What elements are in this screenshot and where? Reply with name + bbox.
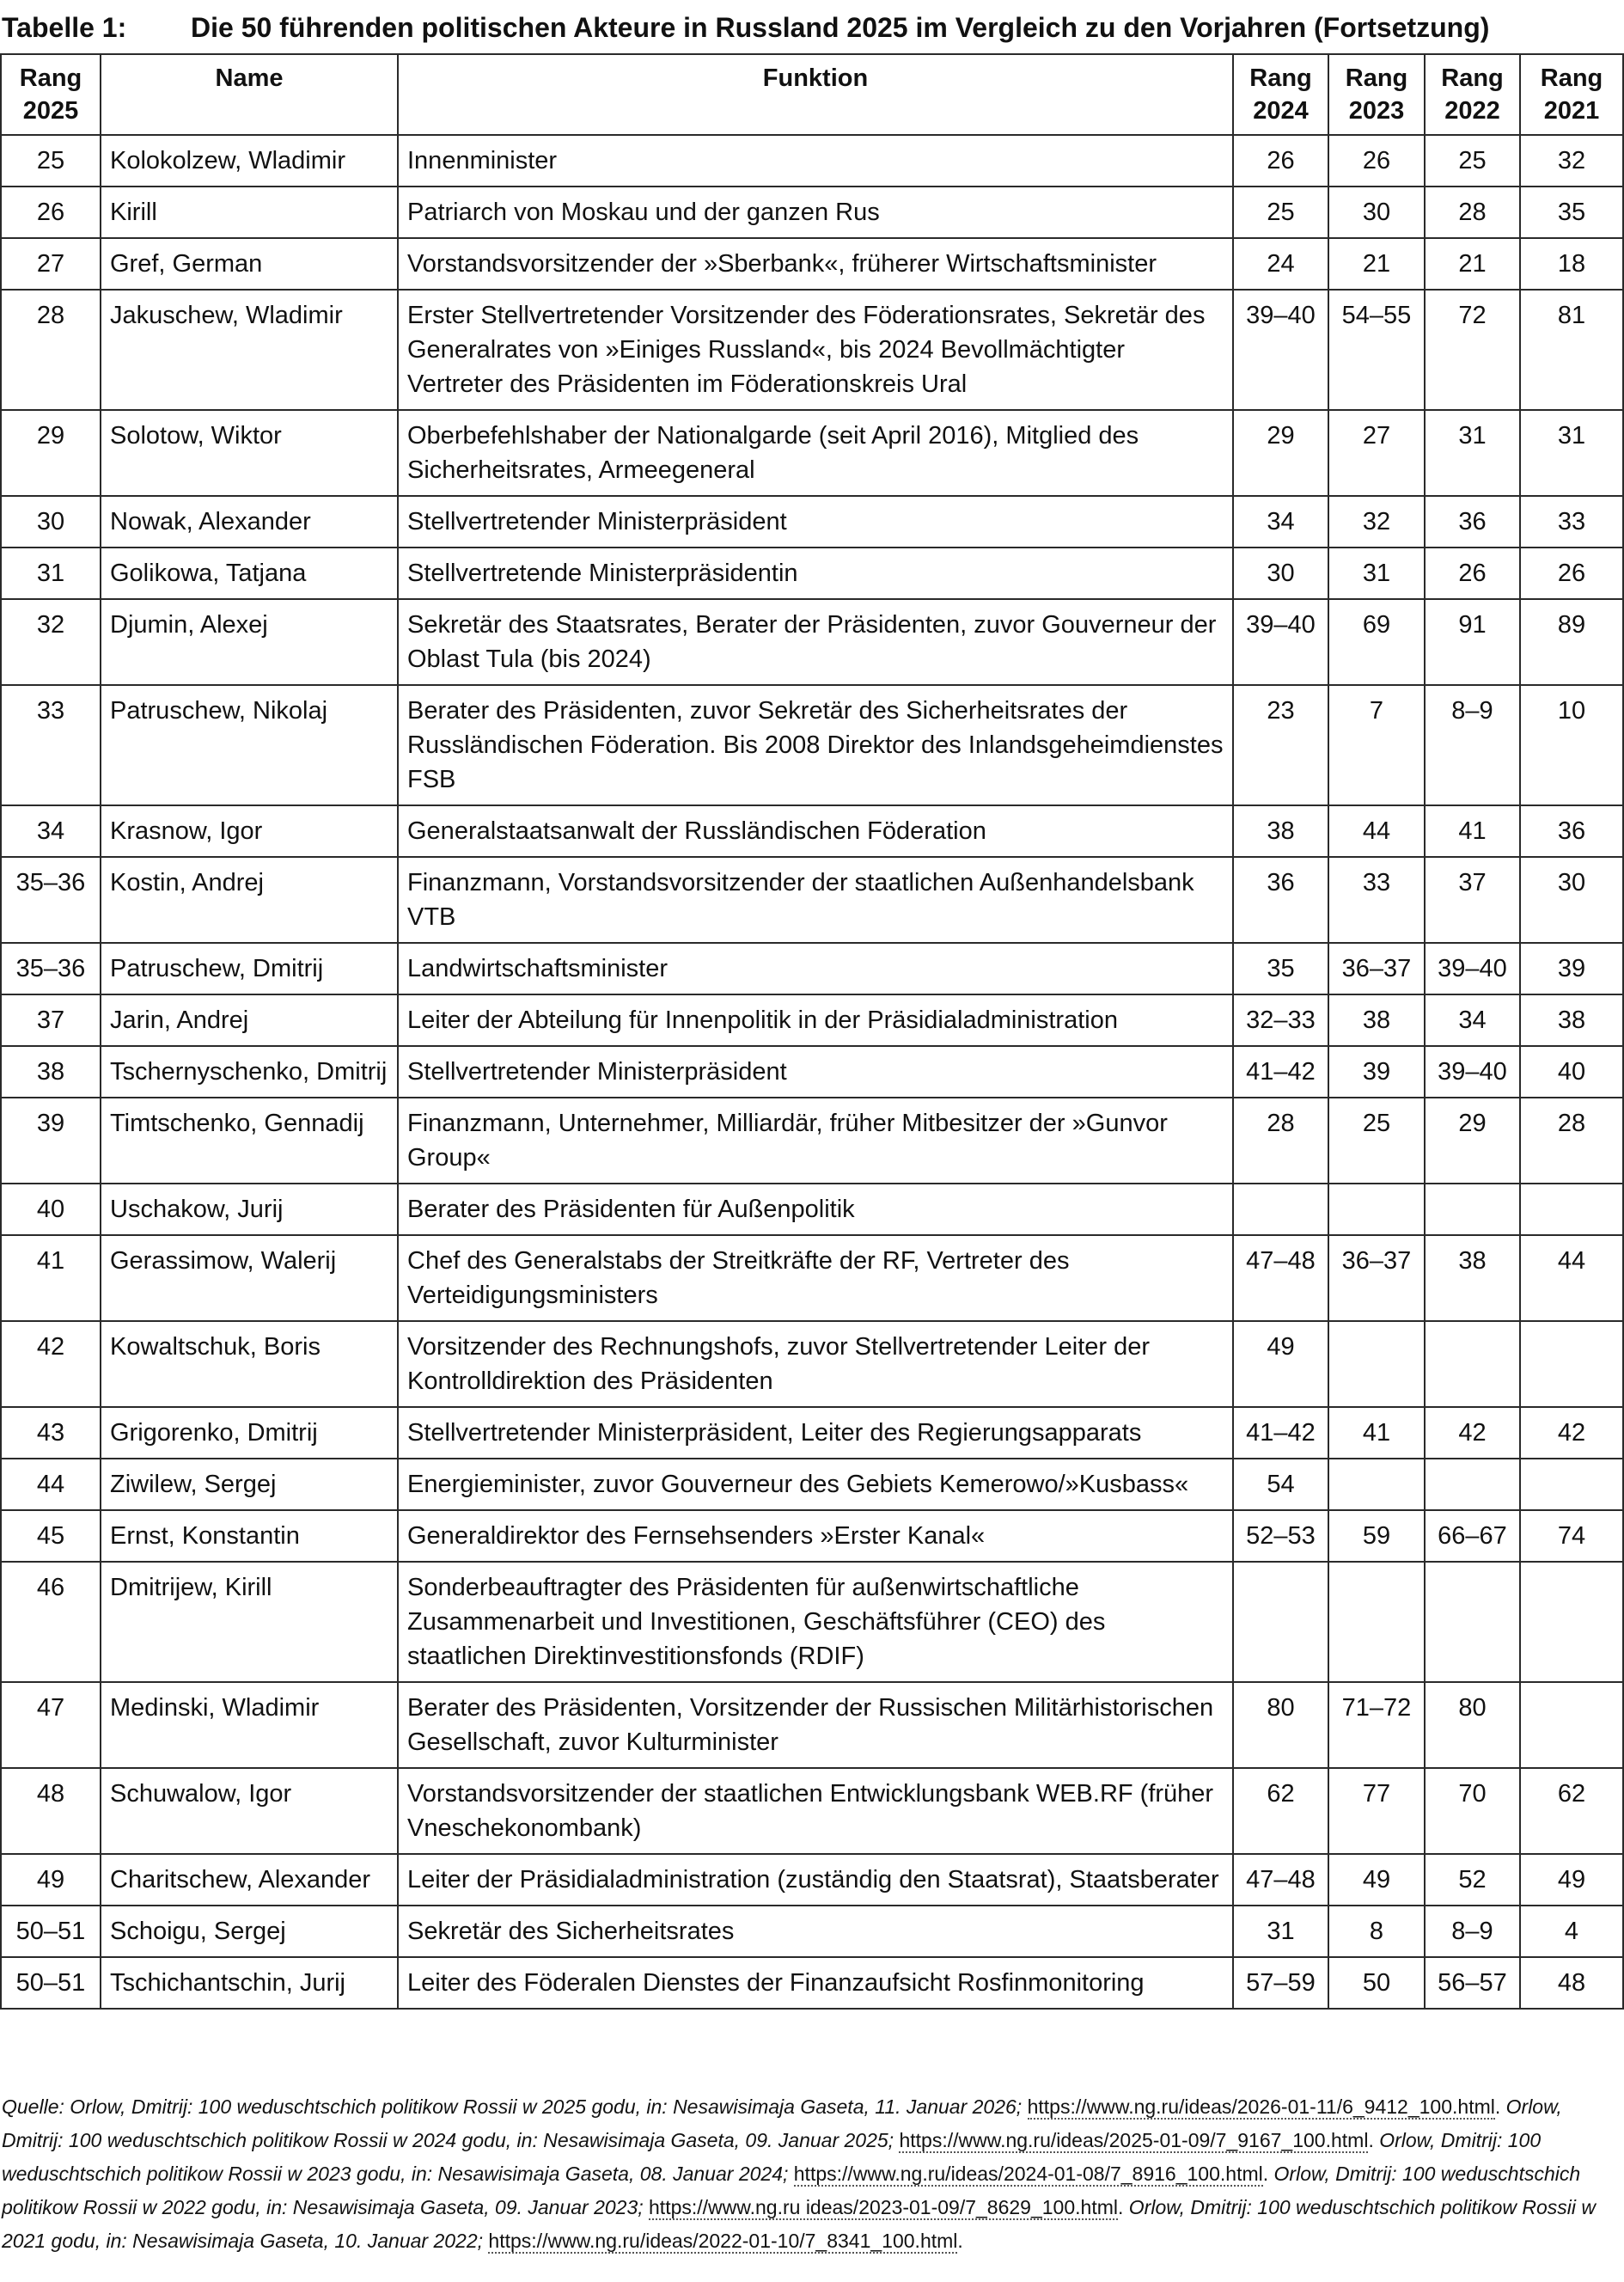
cell-name: Solotow, Wiktor <box>101 410 398 496</box>
cell-rank-2022: 39–40 <box>1425 943 1520 994</box>
cell-name: Kolokolzew, Wladimir <box>101 135 398 187</box>
table-row <box>1 496 1623 548</box>
cell-rank-2024: 49 <box>1233 1321 1328 1407</box>
cell-name: Golikowa, Tatjana <box>101 548 398 599</box>
cell-rank-2024: 28 <box>1233 1098 1328 1184</box>
cell-function: Oberbefehlshaber der Nationalgarde (seit April 2016), Mitglied des Sicherheitsrates, Armeegeneral <box>398 410 1233 496</box>
source-link[interactable]: https://www.ng.ru ideas/2023-01-09/7_8629_100.html <box>649 2196 1118 2218</box>
cell-name: Djumin, Alexej <box>101 599 398 685</box>
cell-rank-2023: 36–37 <box>1328 1235 1425 1321</box>
cell-rank-2025: 40 <box>1 1184 101 1235</box>
cell-rank-2021: 42 <box>1520 1407 1623 1459</box>
cell-rank-2025: 35–36 <box>1 943 101 994</box>
cell-function: Finanzmann, Vorstandsvorsitzender der staatlichen Außenhandelsbank VTB <box>398 857 1233 943</box>
cell-name: Uschakow, Jurij <box>101 1184 398 1235</box>
cell-rank-2023: 32 <box>1328 496 1425 548</box>
cell-rank-2023: 41 <box>1328 1407 1425 1459</box>
cell-name: Jakuschew, Wladimir <box>101 290 398 410</box>
table-row <box>1 1906 1623 1957</box>
cell-name: Grigorenko, Dmitrij <box>101 1407 398 1459</box>
cell-rank-2024: 47–48 <box>1233 1235 1328 1321</box>
cell-function: Patriarch von Moskau und der ganzen Rus <box>398 187 1233 238</box>
cell-rank-2024: 24 <box>1233 238 1328 290</box>
table-row <box>1 1957 1623 2009</box>
cell-rank-2023: 27 <box>1328 410 1425 496</box>
cell-rank-2021: 10 <box>1520 685 1623 805</box>
cell-rank-2025: 30 <box>1 496 101 548</box>
cell-rank-2021: 32 <box>1520 135 1623 187</box>
cell-name: Schuwalow, Igor <box>101 1768 398 1854</box>
cell-rank-2023: 50 <box>1328 1957 1425 2009</box>
table-row <box>1 187 1623 238</box>
cell-rank-2023: 44 <box>1328 805 1425 857</box>
cell-rank-2022: 29 <box>1425 1098 1520 1184</box>
cell-function: Leiter der Abteilung für Innenpolitik in der Präsidialadministration <box>398 994 1233 1046</box>
cell-rank-2023 <box>1328 1321 1425 1407</box>
cell-rank-2024 <box>1233 1562 1328 1682</box>
cell-rank-2025: 47 <box>1 1682 101 1768</box>
cell-rank-2024: 29 <box>1233 410 1328 496</box>
cell-name: Krasnow, Igor <box>101 805 398 857</box>
table-row <box>1 1768 1623 1854</box>
table-row <box>1 943 1623 994</box>
source-link[interactable]: https://www.ng.ru/ideas/2026-01-11/6_9412_100.html <box>1027 2095 1495 2118</box>
cell-name: Patruschew, Dmitrij <box>101 943 398 994</box>
cell-rank-2023: 59 <box>1328 1510 1425 1562</box>
source-citation: Orlow, Dmitrij: 100 weduschtschich politikow Rossii w 2022 godu, in: Nesawisimaja Gaseta, 09. Januar 2023; <box>2 2163 1581 2218</box>
source-prefix: Quelle: <box>2 2095 64 2118</box>
cell-rank-2021: 48 <box>1520 1957 1623 2009</box>
cell-rank-2023: 8 <box>1328 1906 1425 1957</box>
source-citation: Orlow, Dmitrij: 100 weduschtschich politikow Rossii w 2021 godu, in: Nesawisimaja Gaseta, 10. Januar 2022; <box>2 2196 1597 2252</box>
cell-name: Timtschenko, Gennadij <box>101 1098 398 1184</box>
source-citation: Orlow, Dmitrij: 100 weduschtschich politikow Rossii w 2024 godu, in: Nesawisimaja Gaseta, 09. Januar 2025; <box>2 2095 1562 2151</box>
cell-function: Erster Stellvertretender Vorsitzender des Föderationsrates, Sekretär des Generalrates von »Einiges Russland«, bis 2024 Bevollmächtigter Vertreter des Präsidenten im Föderationskreis Ural <box>398 290 1233 410</box>
cell-rank-2022 <box>1425 1321 1520 1407</box>
cell-rank-2022: 91 <box>1425 599 1520 685</box>
cell-rank-2021: 18 <box>1520 238 1623 290</box>
cell-rank-2025: 28 <box>1 290 101 410</box>
cell-rank-2023: 49 <box>1328 1854 1425 1906</box>
cell-rank-2022: 8–9 <box>1425 1906 1520 1957</box>
cell-rank-2023: 30 <box>1328 187 1425 238</box>
cell-rank-2022: 80 <box>1425 1682 1520 1768</box>
cell-function: Stellvertretende Ministerpräsidentin <box>398 548 1233 599</box>
cell-name: Jarin, Andrej <box>101 994 398 1046</box>
cell-rank-2022: 39–40 <box>1425 1046 1520 1098</box>
table-row <box>1 599 1623 685</box>
cell-rank-2021: 36 <box>1520 805 1623 857</box>
cell-rank-2021: 74 <box>1520 1510 1623 1562</box>
cell-rank-2024: 32–33 <box>1233 994 1328 1046</box>
cell-rank-2021: 39 <box>1520 943 1623 994</box>
cell-function: Sekretär des Staatsrates, Berater der Präsidenten, zuvor Gouverneur der Oblast Tula (bis 2024) <box>398 599 1233 685</box>
cell-rank-2023: 77 <box>1328 1768 1425 1854</box>
cell-rank-2021 <box>1520 1184 1623 1235</box>
cell-rank-2025: 43 <box>1 1407 101 1459</box>
table-row <box>1 1098 1623 1184</box>
header-rank-2024: Rang 2024 <box>1233 54 1328 135</box>
ranking-table <box>0 53 1624 2010</box>
cell-rank-2024: 47–48 <box>1233 1854 1328 1906</box>
cell-rank-2025: 25 <box>1 135 101 187</box>
cell-rank-2024: 36 <box>1233 857 1328 943</box>
cell-rank-2025: 48 <box>1 1768 101 1854</box>
cell-rank-2022: 25 <box>1425 135 1520 187</box>
cell-rank-2024: 35 <box>1233 943 1328 994</box>
cell-rank-2024: 25 <box>1233 187 1328 238</box>
cell-rank-2025: 26 <box>1 187 101 238</box>
cell-rank-2025: 33 <box>1 685 101 805</box>
table-row <box>1 857 1623 943</box>
cell-function: Leiter des Föderalen Dienstes der Finanzaufsicht Rosfinmonitoring <box>398 1957 1233 2009</box>
cell-function: Generaldirektor des Fernsehsenders »Erster Kanal« <box>398 1510 1233 1562</box>
cell-rank-2021: 35 <box>1520 187 1623 238</box>
source-link[interactable]: https://www.ng.ru/ideas/2022-01-10/7_8341_100.html <box>488 2230 958 2252</box>
table-row <box>1 685 1623 805</box>
table-row <box>1 290 1623 410</box>
cell-function: Stellvertretender Ministerpräsident, Leiter des Regierungsapparats <box>398 1407 1233 1459</box>
cell-rank-2023: 7 <box>1328 685 1425 805</box>
cell-rank-2024: 26 <box>1233 135 1328 187</box>
cell-rank-2022 <box>1425 1562 1520 1682</box>
cell-rank-2024: 39–40 <box>1233 599 1328 685</box>
header-rank-2021: Rang 2021 <box>1520 54 1623 135</box>
cell-name: Gerassimow, Walerij <box>101 1235 398 1321</box>
source-note: Quelle: Orlow, Dmitrij: 100 weduschtschich politikow Rossii w 2025 godu, in: Nesawisimaja Gaseta, 11. Januar 2026; https://www.ng.ru/ideas/2026-01-11/6_9412_100.html. Orlow, Dmitrij: 100 weduschtschich politikow Rossii w 2024 godu, in: Nesawisimaja Gaseta, 09. Januar 2025; https://www.ng.ru/ideas/2025-01-09/7_9167_100.html. Orlow, Dmitrij: 100 weduschtschich politikow Rossii w 2023 godu, in: Nesawisimaja Gaseta, 08. Januar 2024; https://www.ng.ru/ideas/2024-01-08/7_8916_100.html. Orlow, Dmitrij: 100 weduschtschich politikow Rossii w 2022 godu, in: Nesawisimaja Gaseta, 09. Januar 2023; https://www.ng.ru ideas/2023-01-09/7_8629_100.html. Orlow, Dmitrij: 100 weduschtschich politikow Rossii w 2021 godu, in: Nesawisimaja Gaseta, 10. Januar 2022; https://www.ng.ru/ideas/2022-01-10/7_8341_100.html. <box>2 2095 1597 2252</box>
cell-rank-2022: 56–57 <box>1425 1957 1520 2009</box>
cell-rank-2021: 81 <box>1520 290 1623 410</box>
table-row <box>1 1235 1623 1321</box>
cell-rank-2025: 45 <box>1 1510 101 1562</box>
cell-rank-2022: 42 <box>1425 1407 1520 1459</box>
table-row <box>1 1046 1623 1098</box>
cell-rank-2023 <box>1328 1184 1425 1235</box>
cell-rank-2023: 39 <box>1328 1046 1425 1098</box>
cell-rank-2022: 21 <box>1425 238 1520 290</box>
cell-rank-2025: 37 <box>1 994 101 1046</box>
source-link[interactable]: https://www.ng.ru/ideas/2024-01-08/7_8916_100.html <box>793 2163 1263 2185</box>
cell-rank-2022: 36 <box>1425 496 1520 548</box>
cell-rank-2023: 26 <box>1328 135 1425 187</box>
cell-rank-2023: 38 <box>1328 994 1425 1046</box>
cell-name: Gref, German <box>101 238 398 290</box>
cell-rank-2024 <box>1233 1184 1328 1235</box>
table-body <box>1 135 1623 2009</box>
source-citation: Orlow, Dmitrij: 100 weduschtschich politikow Rossii w 2025 godu, in: Nesawisimaja Gaseta, 11. Januar 2026; <box>70 2095 1023 2118</box>
cell-rank-2022: 31 <box>1425 410 1520 496</box>
cell-rank-2025: 31 <box>1 548 101 599</box>
cell-rank-2024: 34 <box>1233 496 1328 548</box>
cell-rank-2022: 72 <box>1425 290 1520 410</box>
cell-name: Charitschew, Alexander <box>101 1854 398 1906</box>
cell-rank-2023: 31 <box>1328 548 1425 599</box>
cell-rank-2021: 62 <box>1520 1768 1623 1854</box>
cell-function: Finanzmann, Unternehmer, Milliardär, früher Mitbesitzer der »Gunvor Group« <box>398 1098 1233 1184</box>
header-rank-2022: Rang 2022 <box>1425 54 1520 135</box>
cell-function: Vorstandsvorsitzender der staatlichen Entwicklungsbank WEB.RF (früher Vneschekonombank) <box>398 1768 1233 1854</box>
cell-rank-2021: 44 <box>1520 1235 1623 1321</box>
cell-rank-2021: 33 <box>1520 496 1623 548</box>
table-row <box>1 994 1623 1046</box>
cell-rank-2025: 42 <box>1 1321 101 1407</box>
table-row <box>1 135 1623 187</box>
cell-name: Medinski, Wladimir <box>101 1682 398 1768</box>
table-row <box>1 1510 1623 1562</box>
cell-rank-2022 <box>1425 1184 1520 1235</box>
cell-rank-2025: 49 <box>1 1854 101 1906</box>
table-row <box>1 1459 1623 1510</box>
header-name: Name <box>101 54 398 135</box>
table-row <box>1 1184 1623 1235</box>
cell-rank-2022: 34 <box>1425 994 1520 1046</box>
source-link[interactable]: https://www.ng.ru/ideas/2025-01-09/7_9167_100.html <box>899 2129 1369 2151</box>
table-title: Die 50 führenden politischen Akteure in Russland 2025 im Vergleich zu den Vorjahren (Fortsetzung) <box>191 12 1490 43</box>
cell-rank-2023 <box>1328 1562 1425 1682</box>
cell-rank-2022 <box>1425 1459 1520 1510</box>
cell-rank-2022: 66–67 <box>1425 1510 1520 1562</box>
cell-rank-2021: 4 <box>1520 1906 1623 1957</box>
cell-name: Kostin, Andrej <box>101 857 398 943</box>
cell-function: Stellvertretender Ministerpräsident <box>398 1046 1233 1098</box>
cell-rank-2025: 39 <box>1 1098 101 1184</box>
cell-rank-2021: 40 <box>1520 1046 1623 1098</box>
cell-name: Kowaltschuk, Boris <box>101 1321 398 1407</box>
cell-rank-2024: 41–42 <box>1233 1407 1328 1459</box>
cell-rank-2021: 49 <box>1520 1854 1623 1906</box>
cell-name: Schoigu, Sergej <box>101 1906 398 1957</box>
cell-name: Kirill <box>101 187 398 238</box>
cell-function: Sekretär des Sicherheitsrates <box>398 1906 1233 1957</box>
cell-function: Vorsitzender des Rechnungshofs, zuvor Stellvertretender Leiter der Kontrolldirektion des Präsidenten <box>398 1321 1233 1407</box>
cell-rank-2025: 32 <box>1 599 101 685</box>
table-row <box>1 548 1623 599</box>
cell-rank-2023: 71–72 <box>1328 1682 1425 1768</box>
table-label: Tabelle 1: <box>2 12 127 43</box>
cell-name: Ziwilew, Sergej <box>101 1459 398 1510</box>
cell-rank-2025: 41 <box>1 1235 101 1321</box>
table-row <box>1 1407 1623 1459</box>
cell-rank-2022: 41 <box>1425 805 1520 857</box>
cell-function: Berater des Präsidenten für Außenpolitik <box>398 1184 1233 1235</box>
table-row <box>1 1321 1623 1407</box>
cell-function: Innenminister <box>398 135 1233 187</box>
cell-function: Energieminister, zuvor Gouverneur des Gebiets Kemerowo/»Kusbass« <box>398 1459 1233 1510</box>
cell-rank-2025: 50–51 <box>1 1957 101 2009</box>
cell-function: Berater des Präsidenten, Vorsitzender der Russischen Militärhistorischen Gesellschaft, zuvor Kulturminister <box>398 1682 1233 1768</box>
cell-name: Tschichantschin, Jurij <box>101 1957 398 2009</box>
cell-rank-2022: 8–9 <box>1425 685 1520 805</box>
cell-name: Ernst, Konstantin <box>101 1510 398 1562</box>
cell-rank-2025: 50–51 <box>1 1906 101 1957</box>
cell-rank-2025: 27 <box>1 238 101 290</box>
cell-name: Nowak, Alexander <box>101 496 398 548</box>
cell-rank-2021 <box>1520 1682 1623 1768</box>
cell-rank-2022: 28 <box>1425 187 1520 238</box>
table-row <box>1 1854 1623 1906</box>
cell-function: Leiter der Präsidialadministration (zuständig den Staatsrat), Staatsberater <box>398 1854 1233 1906</box>
cell-rank-2021 <box>1520 1459 1623 1510</box>
header-rank-2025: Rang 2025 <box>1 54 101 135</box>
cell-rank-2024: 41–42 <box>1233 1046 1328 1098</box>
source-citation: Orlow, Dmitrij: 100 weduschtschich politikow Rossii w 2023 godu, in: Nesawisimaja Gaseta, 08. Januar 2024; <box>2 2129 1542 2185</box>
cell-function: Vorstandsvorsitzender der »Sberbank«, früherer Wirtschaftsminister <box>398 238 1233 290</box>
cell-rank-2022: 70 <box>1425 1768 1520 1854</box>
cell-rank-2022: 38 <box>1425 1235 1520 1321</box>
cell-rank-2024: 52–53 <box>1233 1510 1328 1562</box>
cell-rank-2024: 23 <box>1233 685 1328 805</box>
table-row <box>1 1682 1623 1768</box>
cell-rank-2024: 80 <box>1233 1682 1328 1768</box>
table-row <box>1 805 1623 857</box>
cell-rank-2023: 69 <box>1328 599 1425 685</box>
cell-rank-2024: 54 <box>1233 1459 1328 1510</box>
cell-rank-2021: 31 <box>1520 410 1623 496</box>
cell-name: Patruschew, Nikolaj <box>101 685 398 805</box>
cell-rank-2022: 26 <box>1425 548 1520 599</box>
cell-name: Tschernyschenko, Dmitrij <box>101 1046 398 1098</box>
table-row <box>1 410 1623 496</box>
cell-rank-2025: 29 <box>1 410 101 496</box>
cell-rank-2024: 31 <box>1233 1906 1328 1957</box>
table-row <box>1 238 1623 290</box>
cell-rank-2023: 25 <box>1328 1098 1425 1184</box>
table-row <box>1 1562 1623 1682</box>
header-function: Funktion <box>398 54 1233 135</box>
cell-rank-2025: 46 <box>1 1562 101 1682</box>
cell-rank-2024: 62 <box>1233 1768 1328 1854</box>
cell-rank-2024: 38 <box>1233 805 1328 857</box>
cell-function: Sonderbeauftragter des Präsidenten für außenwirtschaftliche Zusammenarbeit und Investitionen, Geschäftsführer (CEO) des staatlichen Direktinvestitionsfonds (RDIF) <box>398 1562 1233 1682</box>
cell-rank-2025: 44 <box>1 1459 101 1510</box>
cell-rank-2022: 52 <box>1425 1854 1520 1906</box>
cell-rank-2024: 57–59 <box>1233 1957 1328 2009</box>
cell-rank-2023: 33 <box>1328 857 1425 943</box>
cell-rank-2021: 38 <box>1520 994 1623 1046</box>
cell-name: Dmitrijew, Kirill <box>101 1562 398 1682</box>
header-row <box>1 54 1623 135</box>
cell-rank-2021: 26 <box>1520 548 1623 599</box>
cell-rank-2021: 28 <box>1520 1098 1623 1184</box>
cell-rank-2021: 89 <box>1520 599 1623 685</box>
cell-rank-2021 <box>1520 1562 1623 1682</box>
cell-rank-2023: 54–55 <box>1328 290 1425 410</box>
cell-function: Chef des Generalstabs der Streitkräfte der RF, Vertreter des Verteidigungsministers <box>398 1235 1233 1321</box>
cell-rank-2023 <box>1328 1459 1425 1510</box>
cell-rank-2025: 35–36 <box>1 857 101 943</box>
table-caption <box>0 5 1624 50</box>
cell-rank-2021 <box>1520 1321 1623 1407</box>
cell-rank-2023: 36–37 <box>1328 943 1425 994</box>
cell-function: Landwirtschaftsminister <box>398 943 1233 994</box>
cell-function: Berater des Präsidenten, zuvor Sekretär des Sicherheitsrates der Russländischen Föderation. Bis 2008 Direktor des Inlandsgeheimdienstes FSB <box>398 685 1233 805</box>
cell-rank-2025: 38 <box>1 1046 101 1098</box>
cell-function: Stellvertretender Ministerpräsident <box>398 496 1233 548</box>
cell-rank-2025: 34 <box>1 805 101 857</box>
cell-rank-2024: 30 <box>1233 548 1328 599</box>
cell-rank-2023: 21 <box>1328 238 1425 290</box>
cell-rank-2021: 30 <box>1520 857 1623 943</box>
header-rank-2023: Rang 2023 <box>1328 54 1425 135</box>
cell-function: Generalstaatsanwalt der Russländischen Föderation <box>398 805 1233 857</box>
cell-rank-2022: 37 <box>1425 857 1520 943</box>
cell-rank-2024: 39–40 <box>1233 290 1328 410</box>
